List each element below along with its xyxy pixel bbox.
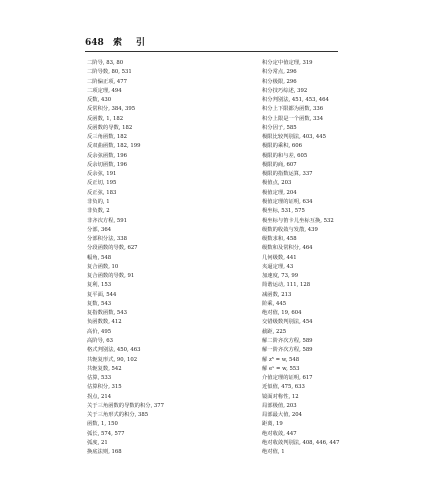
index-entry: 截距, 225 <box>262 328 287 335</box>
index-entry: 反函数, 1, 182 <box>87 115 124 122</box>
index-entry: 弧长, 574, 577 <box>87 430 125 437</box>
index-entry: 极限的商, 607 <box>262 161 297 168</box>
index-entry: 估算积分, 315 <box>87 384 122 391</box>
index-entry: 复平面, 544 <box>87 291 117 298</box>
index-entry: 极限的和与差, 605 <box>262 152 308 159</box>
index-entry: 极限的指数运算, 337 <box>262 171 313 178</box>
index-entry: 关于三角形式的积分, 385 <box>87 412 149 419</box>
index-entry: 复合函数, 10 <box>87 263 119 270</box>
index-entry: 极限的乘积, 606 <box>262 143 302 150</box>
index-entry: 函数, 1, 150 <box>87 421 118 428</box>
page-number: 648 <box>85 38 104 48</box>
index-entry: 解 eˣ = w, 553 <box>262 365 300 372</box>
header-rule <box>85 51 338 52</box>
index-entry: 分部积分法, 338 <box>87 236 127 243</box>
index-entry: 反余切函数, 196 <box>87 161 127 168</box>
index-entry: 积分判别法, 451, 453, 464 <box>262 97 329 104</box>
index-entry: 局部最大值, 204 <box>262 412 302 419</box>
index-entry: 反函数的导数, 182 <box>87 124 133 131</box>
index-entry: 绝对值, 19, 604 <box>262 310 302 317</box>
index-entry: 夹逼定理, 43 <box>262 263 294 270</box>
index-entry: 绝对收敛, 447 <box>262 430 297 437</box>
index-entry: 高阶导, 63 <box>87 337 113 344</box>
index-entry: 积分极限, 296 <box>262 78 297 85</box>
index-entry: 极值定理的证明, 634 <box>262 198 313 205</box>
index-entry: 非负的, 1 <box>87 198 110 205</box>
index-entry: 级数的收敛与发散, 439 <box>262 226 318 233</box>
index-entry: 幅角, 548 <box>87 254 112 261</box>
index-entry: 积分技巧综述, 392 <box>262 87 308 94</box>
index-entry: 复指数函数, 543 <box>87 310 127 317</box>
index-column-left <box>87 59 237 457</box>
index-entry: 非齐次方程, 591 <box>87 217 127 224</box>
index-entry: 镜面对称性, 12 <box>262 393 299 400</box>
index-entry: 交错级数判别法, 454 <box>262 319 313 326</box>
index-entry: 级数求和, 458 <box>262 236 297 243</box>
index-entry: 级数和及常积分, 464 <box>262 245 313 252</box>
index-entry: 高价, 495 <box>87 328 112 335</box>
index-entry: 极坐标与笛卡儿坐标互换, 532 <box>262 217 334 224</box>
index-entry: 解一阶齐次方程, 589 <box>262 347 313 354</box>
page-title: 索引 <box>113 38 160 48</box>
index-entry: 估算, 533 <box>87 375 112 382</box>
index-entry: 积分定中值定理, 319 <box>262 60 313 66</box>
index-entry: 绝对值, 1 <box>262 449 285 456</box>
index-entry: 弧度, 21 <box>87 439 108 446</box>
index-entry: 阶乘, 445 <box>262 300 287 307</box>
index-entry: 负函数数, 412 <box>87 319 122 326</box>
index-entry: 分段函数的导数, 627 <box>87 245 138 252</box>
index-entry: 反余弦, 191 <box>87 171 117 178</box>
index-entry: 减函数, 213 <box>262 291 292 298</box>
index-entry: 距离, 19 <box>262 421 283 428</box>
index-entry: 反余弦函数, 196 <box>87 152 127 159</box>
index-entry: 几何级数, 441 <box>262 254 297 261</box>
index-entry: 积分常点, 296 <box>262 69 297 76</box>
index-entry: 加速度, 73, 99 <box>262 273 299 280</box>
index-entry: 极坐标, 531, 575 <box>262 208 305 215</box>
page-header <box>85 37 340 51</box>
index-entry: 绝对收敛判别法, 408, 446, 447 <box>262 439 340 446</box>
index-entry: 拐点, 214 <box>87 393 112 400</box>
index-entry: 极值定理, 204 <box>262 189 297 196</box>
index-column-right <box>262 59 424 457</box>
index-entry: 解 z⁵ = w, 548 <box>262 356 300 363</box>
index-entry: 复数, 543 <box>87 300 112 307</box>
index-entry: 积分上限是一个函数, 334 <box>262 115 324 122</box>
index-entry: 二阶导, 83, 80 <box>87 60 124 66</box>
index-entry: 极限比较判别法, 403, 445 <box>262 134 327 141</box>
index-entry: 复合函数的导数, 91 <box>87 273 135 280</box>
index-entry: 简谐运动, 111, 128 <box>262 282 311 289</box>
index-entry: 局部极值, 203 <box>262 402 297 409</box>
index-entry: 分部, 364 <box>87 226 112 233</box>
index-entry: 反常积分, 384, 395 <box>87 106 136 113</box>
index-entry: 反数, 430 <box>87 97 112 104</box>
index-entry: 二阶导数, 80, 531 <box>87 69 132 76</box>
index-entry: 积分因子, 585 <box>262 124 297 131</box>
index-entry: 共轭复形式, 90, 102 <box>87 356 138 363</box>
index-entry: 二项定理, 494 <box>87 87 122 94</box>
index-entry: 二阶偏正项, 477 <box>87 78 127 85</box>
index-entry: 关于三角函数的导数的积分, 377 <box>87 402 165 409</box>
index-entry: 反正切, 195 <box>87 180 117 187</box>
index-entry: 反正弦, 183 <box>87 189 117 196</box>
index-entry: 积分上下限都为函数, 336 <box>262 106 324 113</box>
index-entry: 介值定理的证明, 617 <box>262 375 313 382</box>
index-entry: 解二阶齐次方程, 589 <box>262 337 313 344</box>
index-entry: 近似值, 475, 633 <box>262 384 305 391</box>
index-entry: 共轭复数, 542 <box>87 365 122 372</box>
index-entry: 非负数, 2 <box>87 208 110 215</box>
index-entry: 换底法则, 168 <box>87 449 122 456</box>
index-entry: 反双曲函数, 182, 199 <box>87 143 141 150</box>
index-entry: 极值点, 203 <box>262 180 292 187</box>
index-entry: 格式判别法, 450, 463 <box>87 347 141 354</box>
index-entry: 反三角函数, 182 <box>87 134 127 141</box>
index-entry: 复利, 153 <box>87 282 112 289</box>
